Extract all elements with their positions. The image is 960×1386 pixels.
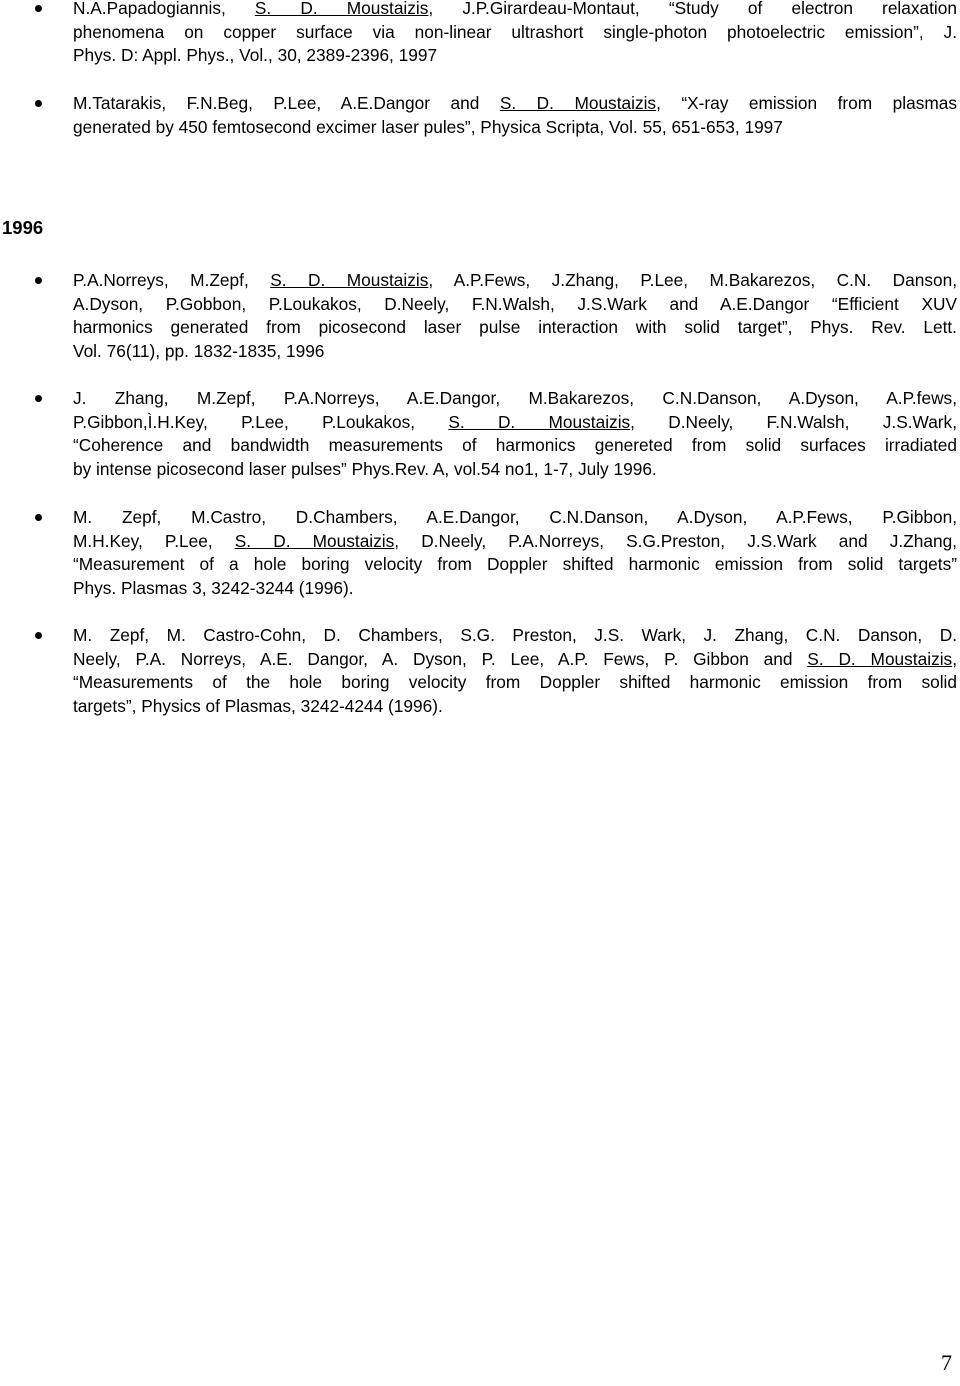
reference-entry: [73, 387, 957, 481]
text-run: harmonics generated from picosecond laser pulse interaction with solid target”, Phys. Rev. Lett.: [73, 317, 957, 337]
bullet-icon: [35, 514, 42, 521]
reference-entry: [73, 624, 957, 718]
text-line: [73, 577, 957, 601]
text-run: , J.P.Girardeau-Montaut, “Study of electron relaxation: [428, 0, 957, 18]
text-line: [73, 506, 957, 530]
text-line: [73, 434, 957, 458]
text-line: [73, 293, 957, 317]
text-run: M.Tatarakis, F.N.Beg, P.Lee, A.E.Dangor and: [73, 93, 500, 113]
text-line: [73, 269, 957, 293]
text-line: [73, 530, 957, 554]
underlined-author: S. D. Moustaizis: [254, 0, 429, 18]
text-line: [73, 0, 957, 21]
text-run: A.Dyson, P.Gobbon, P.Loukakos, D.Neely, F.N.Walsh, J.S.Wark and A.E.Dangor “Efficient XUV: [73, 293, 957, 314]
text-run: Neely, P.A. Norreys, A.E. Dangor, A. Dyson, P. Lee, A.P. Fews, P. Gibbon and: [73, 648, 808, 669]
bullet-icon: [35, 100, 42, 107]
text-run: , D.Neely, P.A.Norreys, S.G.Preston, J.S.Wark and J.Zhang,: [394, 530, 957, 551]
text-run: M. Zepf, M.Castro, D.Chambers, A.E.Dangor, C.N.Danson, A.Dyson, A.P.Fews, P.Gibbon,: [73, 507, 957, 527]
text-line: [73, 695, 957, 719]
text-line: [73, 458, 957, 482]
text-line: [73, 116, 957, 140]
text-line: [73, 387, 957, 411]
page-number: 7: [941, 1350, 952, 1375]
bullet-icon: [35, 395, 42, 402]
text-run: “Measurement of a hole boring velocity from Doppler shifted harmonic emission from solid targets”: [73, 554, 957, 574]
text-line: [73, 553, 957, 577]
reference-entry: [73, 269, 957, 363]
bullet-icon: [35, 5, 42, 12]
text-run: N.A.Papadogiannis,: [73, 0, 255, 18]
text-run: Vol. 76(11), pp. 1832-1835, 1996: [73, 340, 325, 361]
text-run: ,: [952, 648, 957, 669]
bullet-icon: [35, 632, 42, 639]
text-run: J. Zhang, M.Zepf, P.A.Norreys, A.E.Dangor, M.Bakarezos, C.N.Danson, A.Dyson, A.P.fews,: [73, 388, 957, 408]
text-run: “Measurements of the hole boring velocity from Doppler shifted harmonic emission from solid: [73, 672, 957, 692]
reference-entry: [73, 506, 957, 600]
text-line: [73, 624, 957, 648]
underlined-author: S. D. Moustaizis: [270, 270, 429, 290]
text-run: Phys. D: Appl. Phys., Vol., 30, 2389-2396, 1997: [73, 45, 438, 65]
text-line: [73, 648, 957, 672]
text-run: phenomena on copper surface via non-linear ultrashort single-photon photoelectric emission”, J.: [73, 21, 957, 42]
text-run: generated by 450 femtosecond excimer laser pules”, Physica Scripta, Vol. 55, 651-653, 1997: [73, 116, 783, 137]
text-line: [73, 340, 957, 364]
text-run: , A.P.Fews, J.Zhang, P.Lee, M.Bakarezos, C.N. Danson,: [428, 270, 958, 290]
text-line: [73, 671, 957, 695]
text-run: targets”, Physics of Plasmas, 3242-4244 (1996).: [73, 695, 443, 716]
reference-entry: [73, 92, 957, 139]
text-line: [73, 21, 957, 45]
text-run: M. Zepf, M. Castro-Cohn, D. Chambers, S.G. Preston, J.S. Wark, J. Zhang, C.N. Danson, D.: [73, 625, 957, 645]
reference-entry: [73, 0, 957, 68]
text-run: P.Gibbon,Ì.H.Key, P.Lee, P.Loukakos,: [73, 411, 449, 432]
bullet-icon: [35, 277, 42, 284]
underlined-author: S. D. Moustaizis: [499, 93, 657, 113]
text-run: Phys. Plasmas 3, 3242-3244 (1996).: [73, 577, 354, 598]
text-run: , “X-ray emission from plasmas: [656, 93, 957, 113]
underlined-author: S. D. Moustaizis: [807, 648, 953, 669]
text-line: [73, 92, 957, 116]
text-run: by intense picosecond laser pulses” Phys.Rev. A, vol.54 no1, 1-7, July 1996.: [73, 458, 657, 479]
text-line: [73, 411, 957, 435]
text-run: “Coherence and bandwidth measurements of harmonics genereted from solid surfaces irradiated: [73, 435, 957, 455]
text-run: , D.Neely, F.N.Walsh, J.S.Wark,: [630, 411, 957, 432]
year-heading: 1996: [2, 217, 44, 238]
text-run: M.H.Key, P.Lee,: [73, 530, 235, 551]
underlined-author: S. D. Moustaizis: [448, 411, 631, 432]
underlined-author: S. D. Moustaizis: [234, 530, 395, 551]
text-line: [73, 316, 957, 340]
text-run: P.A.Norreys, M.Zepf,: [73, 270, 271, 290]
text-line: [73, 44, 957, 68]
